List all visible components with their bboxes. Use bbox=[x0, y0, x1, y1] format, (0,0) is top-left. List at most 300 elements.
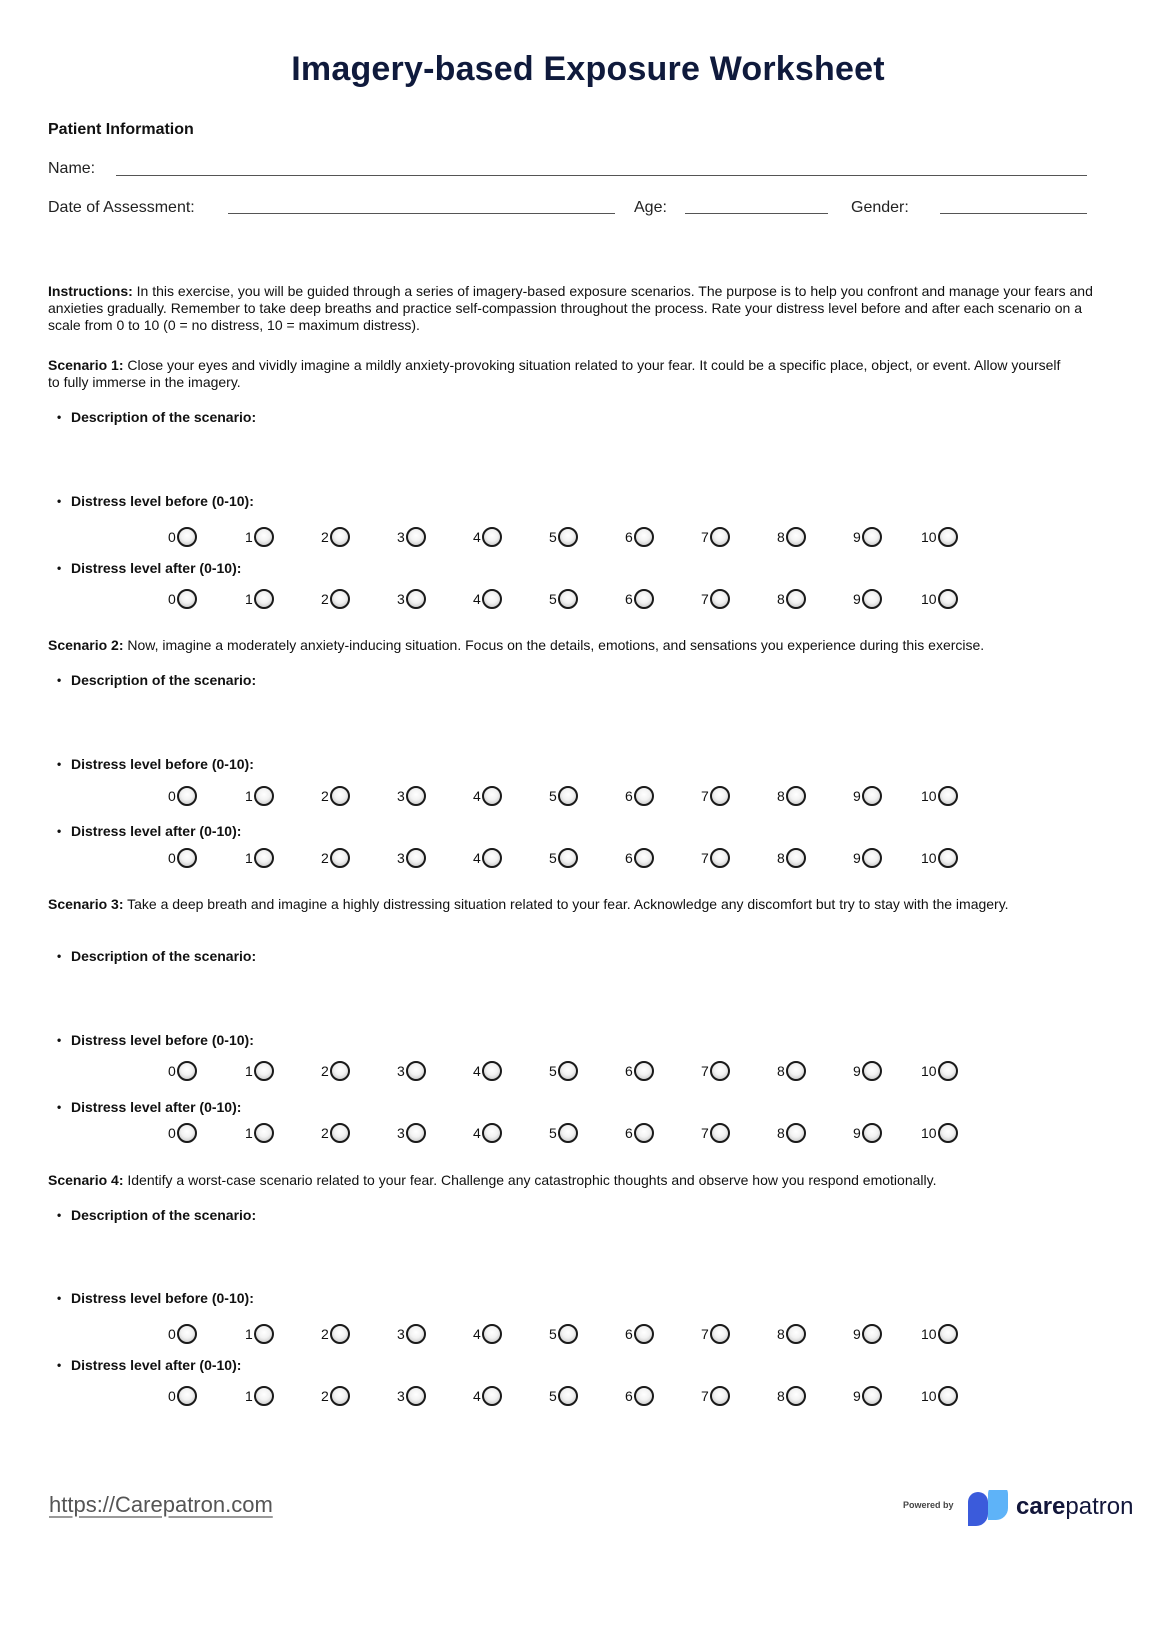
option-number: 10 bbox=[921, 1125, 937, 1141]
distress-option[interactable] bbox=[701, 1321, 730, 1347]
radio-button[interactable] bbox=[634, 786, 654, 806]
scenario-4-distress-before-scale bbox=[0, 1321, 1176, 1347]
scenario-3-distress-after-scale bbox=[0, 1120, 1176, 1146]
option-number: 2 bbox=[321, 1125, 329, 1141]
radio-button[interactable] bbox=[558, 527, 578, 547]
option-number: 7 bbox=[701, 591, 709, 607]
distress-after-label bbox=[57, 823, 241, 839]
option-number: 9 bbox=[853, 1388, 861, 1404]
radio-button[interactable] bbox=[862, 527, 882, 547]
distress-option[interactable] bbox=[921, 783, 958, 809]
option-number: 9 bbox=[853, 788, 861, 804]
radio-button[interactable] bbox=[406, 1123, 426, 1143]
radio-button[interactable] bbox=[786, 1324, 806, 1344]
radio-button[interactable] bbox=[177, 786, 197, 806]
distress-option[interactable] bbox=[921, 524, 958, 550]
distress-option[interactable] bbox=[701, 783, 730, 809]
radio-button[interactable] bbox=[177, 589, 197, 609]
option-number: 2 bbox=[321, 850, 329, 866]
distress-option[interactable] bbox=[168, 1383, 197, 1409]
option-number: 8 bbox=[777, 1125, 785, 1141]
option-number: 0 bbox=[168, 1388, 176, 1404]
scenario-text: Close your eyes and vividly imagine a mildly anxiety-provoking situation related to your fear. It could be a specific place, object, or event. Allow yourself to fully immerse in the imagery. bbox=[48, 357, 1061, 390]
distress-option[interactable] bbox=[168, 1321, 197, 1347]
option-number: 0 bbox=[168, 591, 176, 607]
distress-after-label-text: Distress level after (0-10): bbox=[71, 1099, 242, 1115]
distress-option[interactable] bbox=[321, 1383, 350, 1409]
radio-button[interactable] bbox=[330, 848, 350, 868]
distress-after-label bbox=[57, 1357, 241, 1373]
distress-option[interactable] bbox=[701, 1383, 730, 1409]
radio-button[interactable] bbox=[330, 1386, 350, 1406]
distress-after-label bbox=[57, 1099, 241, 1115]
radio-button[interactable] bbox=[786, 1386, 806, 1406]
distress-option[interactable] bbox=[777, 586, 806, 612]
distress-option[interactable] bbox=[549, 1383, 578, 1409]
option-number: 0 bbox=[168, 788, 176, 804]
option-number: 8 bbox=[777, 591, 785, 607]
radio-button[interactable] bbox=[406, 848, 426, 868]
radio-button[interactable] bbox=[786, 786, 806, 806]
option-number: 4 bbox=[473, 1125, 481, 1141]
radio-button[interactable] bbox=[710, 1061, 730, 1081]
option-number: 9 bbox=[853, 1063, 861, 1079]
distress-option[interactable] bbox=[321, 1058, 350, 1084]
distress-option[interactable] bbox=[245, 524, 274, 550]
option-number: 7 bbox=[701, 1326, 709, 1342]
radio-button[interactable] bbox=[558, 848, 578, 868]
radio-button[interactable] bbox=[710, 1324, 730, 1344]
radio-button[interactable] bbox=[254, 848, 274, 868]
distress-option[interactable] bbox=[549, 1120, 578, 1146]
distress-option[interactable] bbox=[625, 1321, 654, 1347]
radio-button[interactable] bbox=[254, 1386, 274, 1406]
scenario-text: Take a deep breath and imagine a highly distressing situation related to your fear. Acknowledge any discomfort but try to stay with the imagery. bbox=[123, 896, 1009, 912]
option-number: 1 bbox=[245, 1063, 253, 1079]
radio-button[interactable] bbox=[482, 786, 502, 806]
age-label: Age: bbox=[634, 199, 667, 216]
radio-button[interactable] bbox=[482, 589, 502, 609]
distress-option[interactable] bbox=[473, 1383, 502, 1409]
distress-before-label-text: Distress level before (0-10): bbox=[71, 493, 254, 509]
distress-option[interactable] bbox=[245, 1120, 274, 1146]
distress-option[interactable] bbox=[245, 1058, 274, 1084]
distress-option[interactable] bbox=[853, 1383, 882, 1409]
distress-option[interactable] bbox=[625, 1120, 654, 1146]
radio-button[interactable] bbox=[862, 848, 882, 868]
scenario-4-description-field[interactable] bbox=[70, 1229, 1070, 1279]
option-number: 10 bbox=[921, 1063, 937, 1079]
distress-option[interactable] bbox=[245, 783, 274, 809]
distress-option[interactable] bbox=[701, 845, 730, 871]
radio-button[interactable] bbox=[330, 589, 350, 609]
radio-button[interactable] bbox=[254, 1324, 274, 1344]
radio-button[interactable] bbox=[634, 848, 654, 868]
distress-option[interactable] bbox=[701, 1120, 730, 1146]
description-label-text: Description of the scenario: bbox=[71, 948, 257, 964]
distress-option[interactable] bbox=[397, 586, 426, 612]
radio-button[interactable] bbox=[330, 1324, 350, 1344]
radio-button[interactable] bbox=[406, 1324, 426, 1344]
radio-button[interactable] bbox=[558, 589, 578, 609]
scenario-3-prompt bbox=[48, 896, 1068, 913]
distress-before-label-text: Distress level before (0-10): bbox=[71, 756, 254, 772]
option-number: 0 bbox=[168, 1063, 176, 1079]
scenario-3-description-field[interactable] bbox=[70, 970, 1070, 1020]
distress-option[interactable] bbox=[921, 845, 958, 871]
radio-button[interactable] bbox=[938, 1123, 958, 1143]
option-number: 5 bbox=[549, 850, 557, 866]
distress-option[interactable] bbox=[473, 524, 502, 550]
option-number: 6 bbox=[625, 529, 633, 545]
distress-option[interactable] bbox=[853, 524, 882, 550]
option-number: 4 bbox=[473, 1063, 481, 1079]
radio-button[interactable] bbox=[482, 1061, 502, 1081]
bullet-icon: • bbox=[57, 949, 62, 963]
distress-option[interactable] bbox=[245, 1321, 274, 1347]
distress-option[interactable] bbox=[701, 1058, 730, 1084]
option-number: 5 bbox=[549, 1063, 557, 1079]
distress-option[interactable] bbox=[921, 1383, 958, 1409]
option-number: 1 bbox=[245, 1388, 253, 1404]
radio-button[interactable] bbox=[634, 1123, 654, 1143]
radio-button[interactable] bbox=[482, 527, 502, 547]
radio-button[interactable] bbox=[862, 1061, 882, 1081]
radio-button[interactable] bbox=[710, 786, 730, 806]
radio-button[interactable] bbox=[862, 1386, 882, 1406]
date-field[interactable] bbox=[228, 213, 615, 214]
radio-button[interactable] bbox=[786, 1123, 806, 1143]
radio-button[interactable] bbox=[710, 848, 730, 868]
option-number: 5 bbox=[549, 788, 557, 804]
radio-button[interactable] bbox=[482, 1324, 502, 1344]
bullet-icon: • bbox=[57, 1033, 62, 1047]
option-number: 3 bbox=[397, 529, 405, 545]
radio-button[interactable] bbox=[710, 589, 730, 609]
age-field[interactable] bbox=[685, 213, 828, 214]
brand-rest: patron bbox=[1065, 1493, 1134, 1520]
distress-option[interactable] bbox=[168, 845, 197, 871]
radio-button[interactable] bbox=[177, 1324, 197, 1344]
distress-option[interactable] bbox=[549, 586, 578, 612]
distress-option[interactable] bbox=[549, 845, 578, 871]
distress-before-label bbox=[57, 1290, 254, 1306]
radio-button[interactable] bbox=[254, 1123, 274, 1143]
description-label bbox=[57, 672, 256, 688]
scenario-text: Identify a worst-case scenario related to your fear. Challenge any catastrophic thoughts and observe how you respond emotionally. bbox=[123, 1172, 937, 1188]
radio-button[interactable] bbox=[254, 527, 274, 547]
option-number: 2 bbox=[321, 1063, 329, 1079]
distress-option[interactable] bbox=[473, 1120, 502, 1146]
option-number: 7 bbox=[701, 788, 709, 804]
option-number: 4 bbox=[473, 850, 481, 866]
distress-option[interactable] bbox=[625, 1383, 654, 1409]
distress-option[interactable] bbox=[921, 1120, 958, 1146]
radio-button[interactable] bbox=[938, 1386, 958, 1406]
option-number: 0 bbox=[168, 1326, 176, 1342]
option-number: 10 bbox=[921, 788, 937, 804]
distress-option[interactable] bbox=[397, 1120, 426, 1146]
distress-option[interactable] bbox=[853, 586, 882, 612]
option-number: 4 bbox=[473, 591, 481, 607]
distress-option[interactable] bbox=[473, 1058, 502, 1084]
distress-before-label bbox=[57, 1032, 254, 1048]
radio-button[interactable] bbox=[634, 1386, 654, 1406]
radio-button[interactable] bbox=[482, 1123, 502, 1143]
radio-button[interactable] bbox=[177, 1123, 197, 1143]
scenario-2-distress-before-scale bbox=[0, 783, 1176, 809]
option-number: 5 bbox=[549, 1326, 557, 1342]
instructions bbox=[48, 283, 1098, 334]
distress-option[interactable] bbox=[473, 783, 502, 809]
distress-option[interactable] bbox=[245, 845, 274, 871]
option-number: 9 bbox=[853, 591, 861, 607]
option-number: 7 bbox=[701, 1388, 709, 1404]
radio-button[interactable] bbox=[558, 1324, 578, 1344]
distress-option[interactable] bbox=[168, 524, 197, 550]
distress-option[interactable] bbox=[921, 1321, 958, 1347]
radio-button[interactable] bbox=[558, 1386, 578, 1406]
scenario-2-description-field[interactable] bbox=[70, 694, 1070, 744]
distress-option[interactable] bbox=[853, 1321, 882, 1347]
radio-button[interactable] bbox=[406, 1386, 426, 1406]
patient-info-heading: Patient Information bbox=[48, 121, 194, 138]
radio-button[interactable] bbox=[177, 848, 197, 868]
distress-option[interactable] bbox=[321, 1120, 350, 1146]
bullet-icon: • bbox=[57, 494, 62, 508]
option-number: 5 bbox=[549, 529, 557, 545]
distress-option[interactable] bbox=[921, 1058, 958, 1084]
radio-button[interactable] bbox=[862, 1324, 882, 1344]
option-number: 8 bbox=[777, 1388, 785, 1404]
bullet-icon: • bbox=[57, 1100, 62, 1114]
radio-button[interactable] bbox=[862, 1123, 882, 1143]
distress-before-label-text: Distress level before (0-10): bbox=[71, 1290, 254, 1306]
radio-button[interactable] bbox=[938, 1061, 958, 1081]
bullet-icon: • bbox=[57, 561, 62, 575]
distress-option[interactable] bbox=[549, 524, 578, 550]
radio-button[interactable] bbox=[177, 1386, 197, 1406]
distress-after-label bbox=[57, 560, 241, 576]
radio-button[interactable] bbox=[938, 848, 958, 868]
option-number: 2 bbox=[321, 1388, 329, 1404]
distress-option[interactable] bbox=[397, 524, 426, 550]
radio-button[interactable] bbox=[938, 1324, 958, 1344]
distress-option[interactable] bbox=[321, 845, 350, 871]
distress-option[interactable] bbox=[777, 1321, 806, 1347]
distress-option[interactable] bbox=[777, 524, 806, 550]
option-number: 6 bbox=[625, 1125, 633, 1141]
radio-button[interactable] bbox=[862, 786, 882, 806]
distress-option[interactable] bbox=[397, 1321, 426, 1347]
distress-before-label-text: Distress level before (0-10): bbox=[71, 1032, 254, 1048]
powered-by-label: Powered by bbox=[903, 1500, 954, 1510]
option-number: 6 bbox=[625, 788, 633, 804]
option-number: 4 bbox=[473, 788, 481, 804]
bullet-icon: • bbox=[57, 1208, 62, 1222]
radio-button[interactable] bbox=[634, 527, 654, 547]
scenario-3-distress-before-scale bbox=[0, 1058, 1176, 1084]
distress-option[interactable] bbox=[397, 783, 426, 809]
radio-button[interactable] bbox=[710, 1123, 730, 1143]
option-number: 10 bbox=[921, 591, 937, 607]
radio-button[interactable] bbox=[938, 527, 958, 547]
option-number: 3 bbox=[397, 1063, 405, 1079]
radio-button[interactable] bbox=[254, 786, 274, 806]
distress-option[interactable] bbox=[549, 1058, 578, 1084]
option-number: 10 bbox=[921, 529, 937, 545]
option-number: 4 bbox=[473, 1326, 481, 1342]
distress-option[interactable] bbox=[853, 845, 882, 871]
option-number: 1 bbox=[245, 1326, 253, 1342]
scenario-4-distress-after-scale bbox=[0, 1383, 1176, 1409]
option-number: 7 bbox=[701, 529, 709, 545]
gender-field[interactable] bbox=[940, 213, 1087, 214]
description-label bbox=[57, 409, 256, 425]
radio-button[interactable] bbox=[710, 1386, 730, 1406]
radio-button[interactable] bbox=[786, 848, 806, 868]
distress-option[interactable] bbox=[168, 1058, 197, 1084]
radio-button[interactable] bbox=[634, 589, 654, 609]
carepatron-logo-icon bbox=[966, 1490, 1000, 1526]
distress-option[interactable] bbox=[321, 783, 350, 809]
option-number: 9 bbox=[853, 529, 861, 545]
radio-button[interactable] bbox=[330, 1061, 350, 1081]
instructions-label: Instructions: bbox=[48, 283, 133, 299]
distress-option[interactable] bbox=[853, 1058, 882, 1084]
distress-option[interactable] bbox=[777, 1383, 806, 1409]
distress-option[interactable] bbox=[549, 1321, 578, 1347]
distress-before-label bbox=[57, 756, 254, 772]
radio-button[interactable] bbox=[330, 527, 350, 547]
radio-button[interactable] bbox=[482, 1386, 502, 1406]
radio-button[interactable] bbox=[710, 527, 730, 547]
distress-option[interactable] bbox=[473, 586, 502, 612]
option-number: 10 bbox=[921, 1388, 937, 1404]
scenario-1-prompt bbox=[48, 357, 1068, 391]
distress-option[interactable] bbox=[625, 1058, 654, 1084]
radio-button[interactable] bbox=[406, 786, 426, 806]
distress-option[interactable] bbox=[321, 1321, 350, 1347]
distress-option[interactable] bbox=[625, 783, 654, 809]
distress-option[interactable] bbox=[777, 1058, 806, 1084]
radio-button[interactable] bbox=[330, 786, 350, 806]
bullet-icon: • bbox=[57, 1358, 62, 1372]
option-number: 1 bbox=[245, 788, 253, 804]
radio-button[interactable] bbox=[786, 527, 806, 547]
radio-button[interactable] bbox=[558, 1061, 578, 1081]
radio-button[interactable] bbox=[254, 1061, 274, 1081]
distress-option[interactable] bbox=[245, 1383, 274, 1409]
distress-option[interactable] bbox=[625, 524, 654, 550]
distress-option[interactable] bbox=[397, 1383, 426, 1409]
distress-option[interactable] bbox=[921, 586, 958, 612]
carepatron-link[interactable]: https://Carepatron.com bbox=[49, 1492, 273, 1517]
radio-button[interactable] bbox=[177, 1061, 197, 1081]
radio-button[interactable] bbox=[786, 589, 806, 609]
instructions-text: In this exercise, you will be guided through a series of imagery-based exposure scenarios. The purpose is to help you confront and manage your fears and anxieties gradually. Remember to take deep breaths and practice self-compassion throughout the process. Rate your distress level before and after each scenario on a scale from 0 to 10 (0 = no distress, 10 = maximum distress). bbox=[48, 283, 1093, 333]
distress-option[interactable] bbox=[168, 1120, 197, 1146]
option-number: 2 bbox=[321, 1326, 329, 1342]
radio-button[interactable] bbox=[862, 589, 882, 609]
radio-button[interactable] bbox=[558, 786, 578, 806]
radio-button[interactable] bbox=[786, 1061, 806, 1081]
scenario-label: Scenario 3: bbox=[48, 896, 124, 912]
description-label-text: Description of the scenario: bbox=[71, 672, 257, 688]
option-number: 0 bbox=[168, 529, 176, 545]
distress-option[interactable] bbox=[853, 783, 882, 809]
distress-option[interactable] bbox=[701, 524, 730, 550]
option-number: 10 bbox=[921, 850, 937, 866]
radio-button[interactable] bbox=[558, 1123, 578, 1143]
distress-option[interactable] bbox=[853, 1120, 882, 1146]
option-number: 9 bbox=[853, 850, 861, 866]
distress-option[interactable] bbox=[397, 1058, 426, 1084]
distress-option[interactable] bbox=[473, 845, 502, 871]
radio-button[interactable] bbox=[634, 1324, 654, 1344]
radio-button[interactable] bbox=[406, 589, 426, 609]
radio-button[interactable] bbox=[938, 786, 958, 806]
option-number: 4 bbox=[473, 529, 481, 545]
distress-option[interactable] bbox=[245, 586, 274, 612]
option-number: 8 bbox=[777, 788, 785, 804]
distress-option[interactable] bbox=[777, 783, 806, 809]
distress-option[interactable] bbox=[625, 586, 654, 612]
scenario-label: Scenario 2: bbox=[48, 637, 124, 653]
distress-option[interactable] bbox=[777, 845, 806, 871]
option-number: 2 bbox=[321, 529, 329, 545]
radio-button[interactable] bbox=[254, 589, 274, 609]
option-number: 1 bbox=[245, 529, 253, 545]
option-number: 3 bbox=[397, 850, 405, 866]
distress-option[interactable] bbox=[168, 783, 197, 809]
scenario-label: Scenario 4: bbox=[48, 1172, 124, 1188]
distress-option[interactable] bbox=[321, 586, 350, 612]
name-field[interactable] bbox=[116, 175, 1087, 176]
option-number: 6 bbox=[625, 1063, 633, 1079]
option-number: 9 bbox=[853, 1125, 861, 1141]
radio-button[interactable] bbox=[634, 1061, 654, 1081]
scenario-label: Scenario 1: bbox=[48, 357, 124, 373]
radio-button[interactable] bbox=[938, 589, 958, 609]
option-number: 6 bbox=[625, 591, 633, 607]
distress-option[interactable] bbox=[625, 845, 654, 871]
option-number: 3 bbox=[397, 591, 405, 607]
option-number: 3 bbox=[397, 788, 405, 804]
radio-button[interactable] bbox=[482, 848, 502, 868]
option-number: 2 bbox=[321, 788, 329, 804]
option-number: 6 bbox=[625, 1326, 633, 1342]
distress-option[interactable] bbox=[549, 783, 578, 809]
distress-option[interactable] bbox=[168, 586, 197, 612]
distress-option[interactable] bbox=[397, 845, 426, 871]
distress-option[interactable] bbox=[777, 1120, 806, 1146]
radio-button[interactable] bbox=[406, 527, 426, 547]
distress-option[interactable] bbox=[701, 586, 730, 612]
option-number: 0 bbox=[168, 850, 176, 866]
scenario-1-distress-before-scale bbox=[0, 524, 1176, 550]
radio-button[interactable] bbox=[330, 1123, 350, 1143]
scenario-2-prompt bbox=[48, 637, 1068, 654]
brand-bold: care bbox=[1016, 1493, 1066, 1520]
radio-button[interactable] bbox=[177, 527, 197, 547]
radio-button[interactable] bbox=[406, 1061, 426, 1081]
distress-after-label-text: Distress level after (0-10): bbox=[71, 560, 242, 576]
distress-option[interactable] bbox=[321, 524, 350, 550]
bullet-icon: • bbox=[57, 410, 62, 424]
scenario-1-description-field[interactable] bbox=[70, 431, 1070, 481]
distress-option[interactable] bbox=[473, 1321, 502, 1347]
